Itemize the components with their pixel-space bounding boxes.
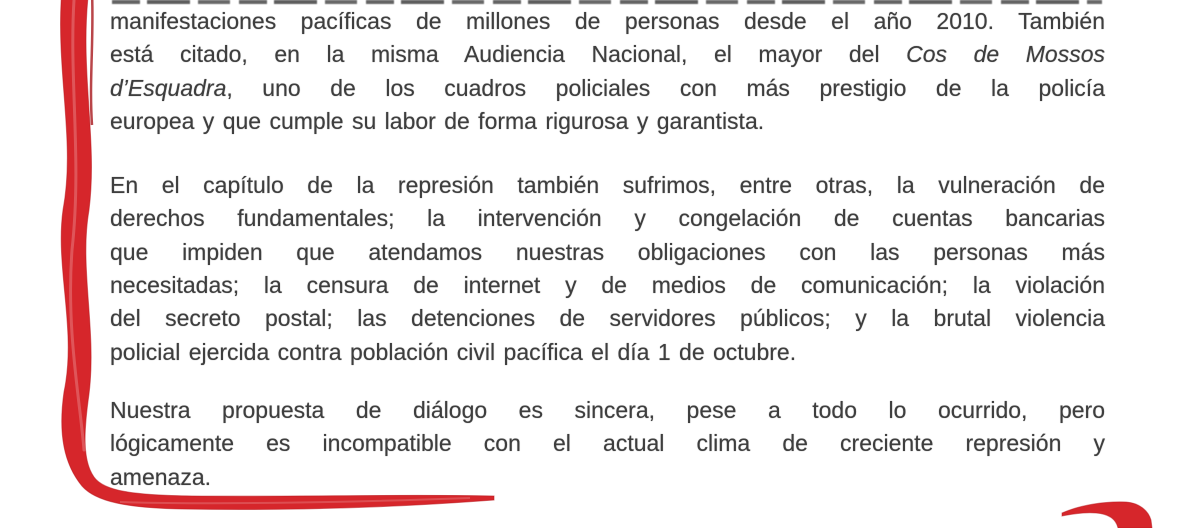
text-segment: policial ejercida contra población civil pacífica el día 1 de octubre. [110,338,797,365]
text-segment: En el capítulo de la represión también sufrimos, entre otras, la vulneración de [110,172,1105,199]
red-bracket-path [61,0,494,510]
text-segment: derechos fundamentales; la intervención y congelación de cuentas bancarias [110,205,1105,232]
text-segment: Nuestra propuesta de diálogo es sincera, pese a todo lo ocurrido, pero [110,396,1105,423]
text-segment: está citado, en la misma Audiencia Nacional, el mayor del [110,41,907,68]
text-segment: lógicamente es incompatible con el actual clima de creciente represión y [110,430,1105,457]
text-segment: que impiden que atendamos nuestras obligaciones con las personas más [110,238,1105,265]
italic-text-segment: Cos de Mossos [906,41,1105,68]
red-bracket-edge-line [91,0,92,125]
text-segment: manifestaciones pacíficas de millones de personas desde el año 2010. También [110,8,1105,34]
text-segment: europea y que cumple su labor de forma rigurosa y garantista. [110,107,765,134]
text-segment: del secreto postal; las detenciones de servidores públicos; y la brutal violencia [110,305,1105,332]
text-segment: necesitadas; la censura de internet y de medios de comunicación; la violación [110,272,1105,299]
red-marker-corner [1062,502,1152,528]
italic-text-segment: d’Esquadra [110,74,227,101]
text-segment: amenaza. [110,463,212,490]
text-segment: , uno de los cuadros policiales con más prestigio de la policía [226,74,1105,101]
